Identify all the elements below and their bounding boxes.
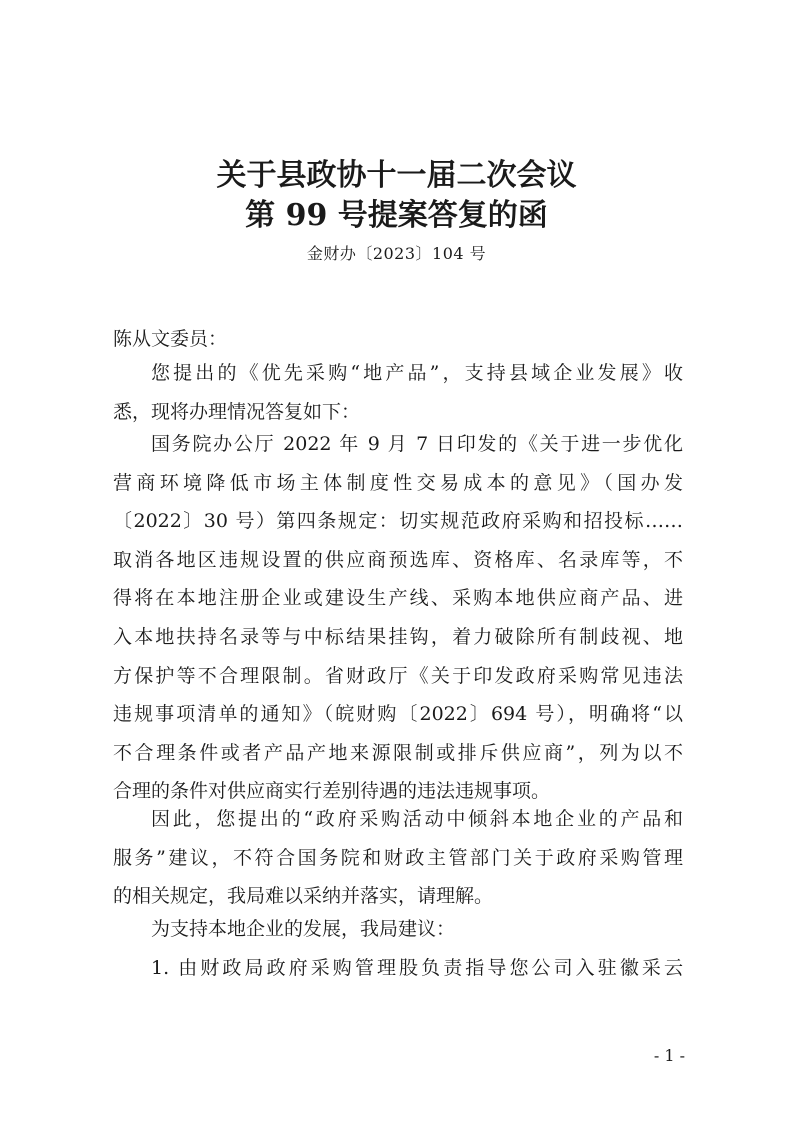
paragraph-line: 国务院办公厅 2022 年 9 月 7 日印发的《关于进一步优化 — [151, 433, 683, 455]
page-number: - 1 - — [653, 1046, 685, 1065]
paragraph-line: 违规事项清单的通知》（皖财购〔2022〕694 号），明确将“以 — [113, 703, 683, 726]
paragraph-line: 得将在本地注册企业或建设生产线、采购本地供应商产品、进 — [113, 587, 683, 610]
paragraph-line: 服务”建议，不符合国务院和财政主管部门关于政府采购管理 — [113, 846, 683, 869]
paragraph-5 — [113, 949, 683, 988]
paragraph-line: 合理的条件对供应商实行差别待遇的违法违规事项。 — [113, 780, 551, 803]
paragraph-line: 悉，现将办理情况答复如下： — [113, 400, 361, 423]
paragraph-line: 因此，您提出的“政府采购活动中倾斜本地企业的产品和 — [151, 808, 683, 830]
paragraph-line: 的相关规定，我局难以采纳并落实，请理解。 — [113, 885, 494, 908]
document-title-line-2: 第 99 号提案答复的函 — [245, 198, 548, 233]
paragraph-3 — [113, 800, 683, 916]
paragraph-line: 〔2022〕30 号）第四条规定：切实规范政府采购和招投标…… — [113, 510, 683, 533]
document-number: 金财办〔2023〕104 号 — [306, 244, 487, 263]
paragraph-line: 方保护等不合理限制。省财政厅《关于印发政府采购常见违法 — [113, 664, 683, 687]
paragraph-line: 为支持本地企业的发展，我局建议： — [151, 918, 456, 940]
paragraph-line: 您提出的《优先采购“地产品”，支持县域企业发展》收 — [151, 362, 683, 384]
paragraph-line: 取消各地区违规设置的供应商预选库、资格库、名录库等，不 — [113, 548, 683, 571]
paragraph-1 — [113, 354, 683, 431]
paragraph-4 — [113, 910, 683, 949]
document-title-line-1: 关于县政协十一届二次会议 — [216, 158, 577, 193]
paragraph-line: 不合理条件或者产品产地来源限制或排斥供应商”，列为以不 — [113, 741, 683, 764]
salutation: 陈从文委员： — [113, 328, 228, 350]
paragraph-line: 1. 由财政局政府采购管理股负责指导您公司入驻徽采云 — [151, 957, 683, 979]
paragraph-line: 入本地扶持名录等与中标结果挂钩，着力破除所有制歧视、地 — [113, 625, 683, 648]
paragraph-line: 营商环境降低市场主体制度性交易成本的意见》（国办发 — [113, 471, 683, 494]
paragraph-2 — [113, 425, 683, 811]
